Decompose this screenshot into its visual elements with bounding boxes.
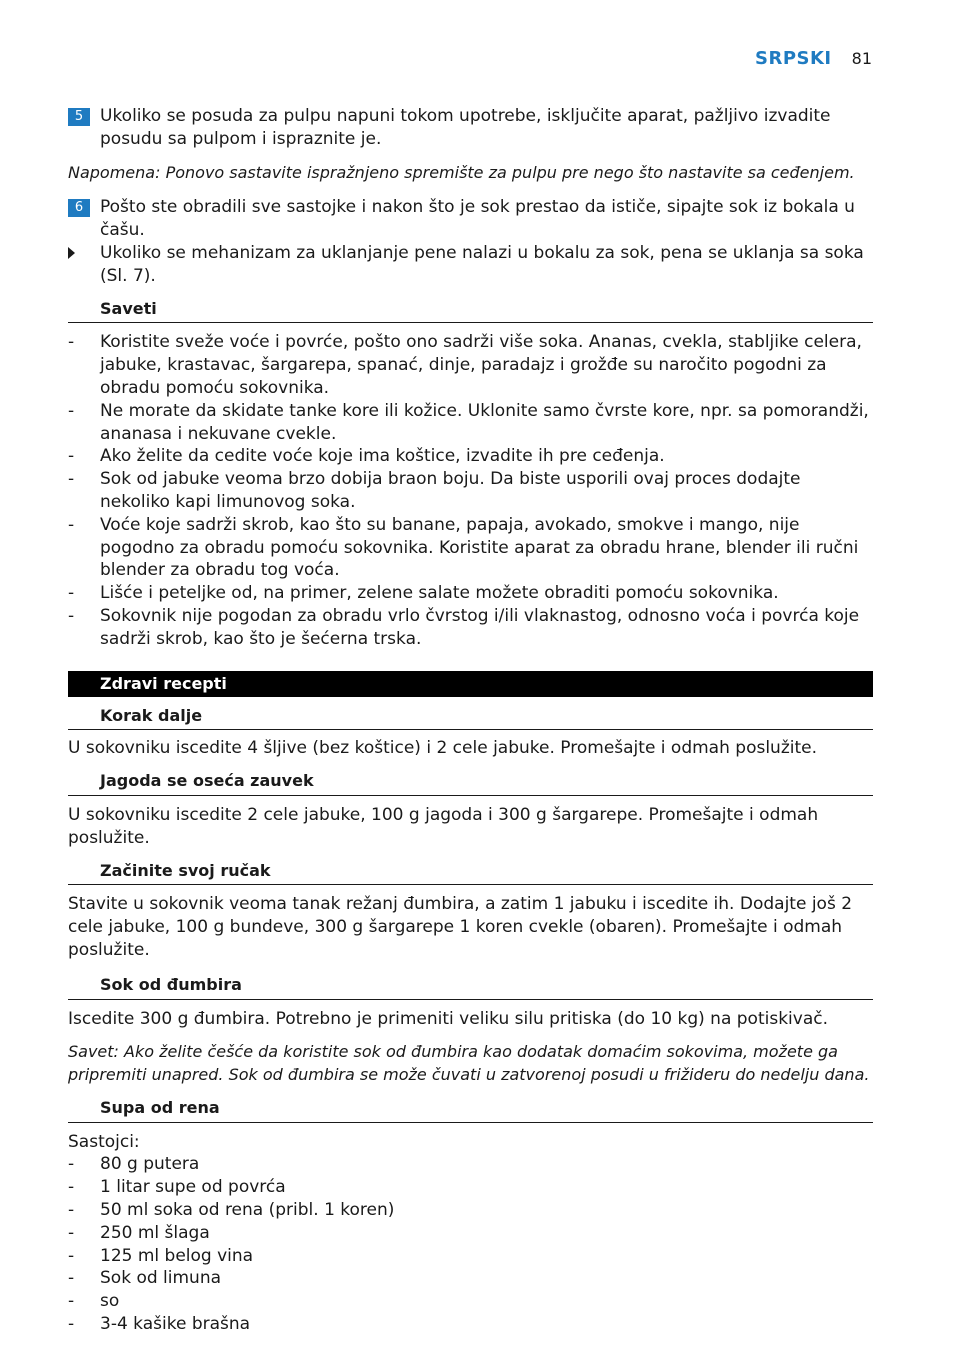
list-item: - Ne morate da skidate tanke kore ili kožice. Uklonite samo čvrste kore, npr. sa pomorandži, ananasa i nekuvane cvekle. (68, 400, 873, 446)
recipe-title: Korak dalje (68, 705, 873, 731)
list-item: - Lišće i peteljke od, na primer, zelene salate možete obraditi pomoću sokovnika. (68, 582, 873, 605)
ingredients-list (68, 1153, 873, 1335)
recipe-title: Začinite svoj ručak (68, 860, 873, 886)
list-item: - Koristite sveže voće i povrće, pošto ono sadrži više soka. Ananas, cvekla, stabljike celera, jabuke, krastavac, šargarepa, spanać, dinje, paradajz i grožđe su naročito pogodni za obradu pomoću sokovnika. (68, 331, 873, 399)
recipe-text: Stavite u sokovnik veoma tanak režanj đumbira, a zatim 1 jabuku i iscedite ih. Dodajte još 2 cele jabuke, 100 g bundeve, 300 g šargarepe 1 koren cvekle (obaren). Promešajte i odmah poslužite. (68, 894, 853, 960)
recipe-text: U sokovniku iscedite 2 cele jabuke, 100 g jagoda i 300 g šargarepe. Promešajte i odmah poslužite. (68, 804, 819, 848)
list-item: - Sokovnik nije pogodan za obradu vrlo čvrstog i/ili vlaknastog, odnosno voća i povrća koje sadrži skrob, kao što je šećerna trska. (68, 605, 873, 651)
recipe-title: Jagoda se oseća zauvek (68, 770, 873, 796)
tips-heading: Saveti (68, 298, 873, 324)
recipe-title: Sok od đumbira (68, 974, 873, 1000)
page-content (68, 105, 873, 1336)
list-item: - Sok od jabuke veoma brzo dobija braon boju. Da biste usporili ovaj proces dodajte nekoliko kapi limunovog soka. (68, 468, 873, 514)
list-item: - 3-4 kašike brašna (68, 1313, 873, 1336)
list-item: - 50 ml soka od rena (pribl. 1 koren) (68, 1199, 873, 1222)
step-6 (68, 196, 873, 242)
list-item: - 250 ml šlaga (68, 1222, 873, 1245)
language-label: SRPSKI (755, 48, 832, 69)
ingredients-label: Sastojci: (68, 1131, 140, 1152)
step-text: Pošto ste obradili sve sastojke i nakon što je sok prestao da ističe, sipajte sok iz bokala u čašu. (100, 197, 855, 241)
recipe-tip: Savet: Ako želite češće da koristite sok od đumbira kao dodatak domaćim sokovima, možete ga pripremiti unapred. Sok od đumbira se može čuvati u zatvorenoj posudi u frižideru do nedelju dana. (68, 1042, 870, 1085)
step-number-badge: 5 (68, 108, 90, 126)
list-item: - 80 g putera (68, 1153, 873, 1176)
triangle-bullet-icon (68, 247, 75, 259)
step-text: Ukoliko se posuda za pulpu napuni tokom upotrebe, isključite aparat, pažljivo izvadite posudu sa pulpom i ispraznite je. (100, 106, 831, 149)
list-item: - Ako želite da cedite voće koje ima koštice, izvadite ih pre ceđenja. (68, 445, 873, 468)
step-number-badge: 6 (68, 199, 90, 217)
section-heading-recipes: Zdravi recepti (68, 671, 873, 697)
recipe-title: Supa od rena (68, 1097, 873, 1123)
step-5 (68, 105, 873, 151)
list-item: - Voće koje sadrži skrob, kao što su banane, papaja, avokado, smokve i mango, nije pogodno za obradu pomoću sokovnika. Koristite aparat za obradu hrane, blender ili ručni blender za obradu tog voća. (68, 514, 873, 582)
list-item: - 1 litar supe od povrća (68, 1176, 873, 1199)
page-header (755, 48, 872, 69)
list-item: - Sok od limuna (68, 1267, 873, 1290)
note: Napomena: Ponovo sastavite ispražnjeno spremište za pulpu pre nego što nastavite sa ceđenjem. (68, 162, 855, 182)
recipe-text: Iscedite 300 g đumbira. Potrebno je primeniti veliku silu pritiska (do 10 kg) na potiskivač. (68, 1008, 829, 1029)
page-number: 81 (851, 49, 872, 68)
list-item: - so (68, 1290, 873, 1313)
recipe-text: U sokovniku iscedite 4 šljive (bez koštice) i 2 cele jabuke. Promešajte i odmah poslužite. (68, 738, 817, 759)
list-item: - 125 ml belog vina (68, 1245, 873, 1268)
bullet-text: Ukoliko se mehanizam za uklanjanje pene nalazi u bokalu za sok, pena se uklanja sa soka (Sl. 7). (100, 242, 864, 286)
bullet-item (68, 242, 873, 288)
tips-list (68, 331, 873, 650)
